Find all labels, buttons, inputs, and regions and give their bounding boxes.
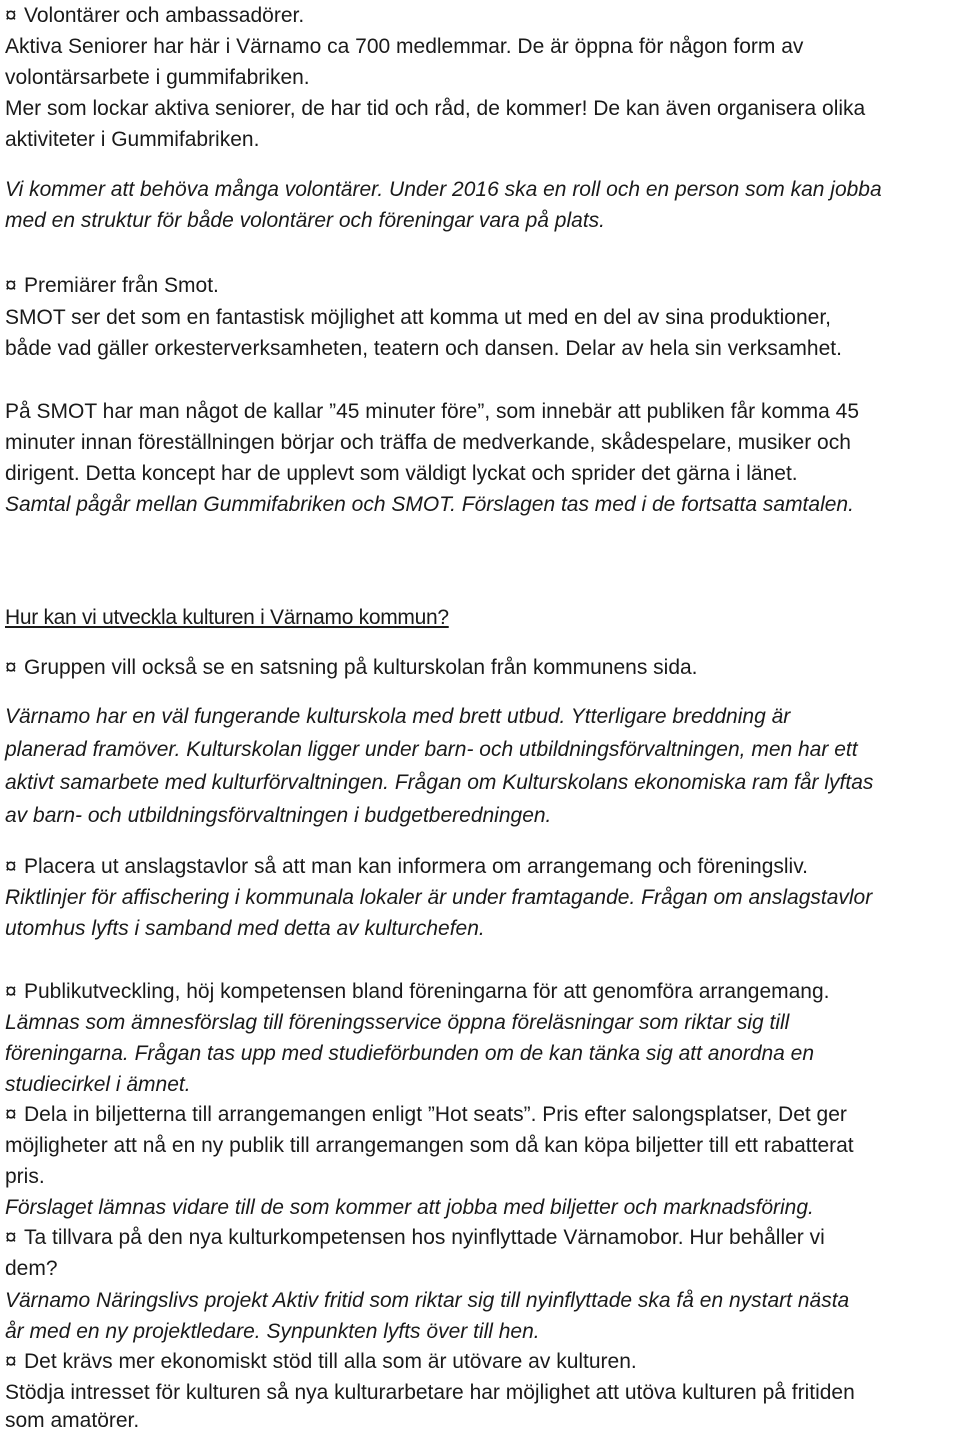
bullet-line [5, 851, 955, 882]
text-line-italic: Vi kommer att behöva många volontärer. Under 2016 ska en roll och en person som kan jobba [5, 178, 882, 201]
text-line: SMOT ser det som en fantastisk möjlighet att komma ut med en del av sina produktioner, [5, 306, 832, 329]
bullet-text: Ta tillvara på den nya kulturkompetensen hos nyinflyttade Värnamobor. Hur behåller vi [24, 1226, 825, 1249]
text-line-italic: utomhus lyfts i samband med detta av kulturchefen. [5, 917, 485, 940]
bullet-line [5, 976, 955, 1007]
text-line: Mer som lockar aktiva seniorer, de har tid och råd, de kommer! De kan även organisera olika [5, 97, 866, 120]
text-line-italic: Riktlinjer för affischering i kommunala lokaler är under framtagande. Frågan om anslagstavlor [5, 886, 873, 909]
section-heading: Hur kan vi utveckla kulturen i Värnamo kommun? [5, 606, 449, 629]
bullet-line [5, 1222, 955, 1253]
bullet-text: Det krävs mer ekonomiskt stöd till alla som är utövare av kulturen. [24, 1350, 637, 1373]
bullet-symbol: ¤ [5, 4, 17, 27]
text-line: möjligheter att nå en ny publik till arrangemangen som då kan köpa biljetter till ett rabatterat [5, 1134, 854, 1157]
bullet-symbol: ¤ [5, 1350, 17, 1373]
text-line-italic: Värnamo har en väl fungerande kulturskola med brett utbud. Ytterligare breddning är [5, 705, 791, 728]
text-line: volontärsarbete i gummifabriken. [5, 66, 310, 89]
bullet-symbol: ¤ [5, 1103, 17, 1126]
text-line: som amatörer. [5, 1409, 140, 1432]
text-line: dirigent. Detta koncept har de upplevt som väldigt lyckat och sprider det gärna i länet. [5, 462, 798, 485]
text-line-italic: av barn- och utbildningsförvaltningen i budgetberedningen. [5, 804, 552, 827]
bullet-line [5, 1099, 955, 1130]
bullet-text: Premiärer från Smot. [24, 274, 219, 297]
bullet-text: Gruppen vill också se en satsning på kulturskolan från kommunens sida. [24, 656, 698, 679]
bullet-symbol: ¤ [5, 656, 17, 679]
bullet-line [5, 652, 955, 683]
text-line: pris. [5, 1165, 45, 1188]
text-line-italic: planerad framöver. Kulturskolan ligger under barn- och utbildningsförvaltningen, men har ett [5, 738, 858, 761]
text-line-italic: studiecirkel i ämnet. [5, 1073, 191, 1096]
text-line: Stödja intresset för kulturen så nya kulturarbetare har möjlighet att utöva kulturen på fritiden [5, 1381, 855, 1404]
text-line: På SMOT har man något de kallar ”45 minuter före”, som innebär att publiken får komma 45 [5, 400, 860, 423]
text-line: både vad gäller orkesterverksamheten, teatern och dansen. Delar av hela sin verksamhet. [5, 337, 842, 360]
text-line: Aktiva Seniorer har här i Värnamo ca 700 medlemmar. De är öppna för någon form av [5, 35, 804, 58]
text-line-italic: Lämnas som ämnesförslag till föreningsservice öppna föreläsningar som riktar sig till [5, 1011, 790, 1034]
bullet-symbol: ¤ [5, 855, 17, 878]
bullet-text: Dela in biljetterna till arrangemangen enligt ”Hot seats”. Pris efter salongsplatser, Det ger [24, 1103, 847, 1126]
bullet-line [5, 0, 955, 31]
bullet-line [5, 1346, 955, 1377]
bullet-text: Placera ut anslagstavlor så att man kan informera om arrangemang och föreningsliv. [24, 855, 809, 878]
text-line-italic: med en struktur för både volontärer och föreningar vara på plats. [5, 209, 605, 232]
text-line: dem? [5, 1257, 58, 1280]
bullet-text: Volontärer och ambassadörer. [24, 4, 305, 27]
bullet-line [5, 270, 955, 301]
bullet-symbol: ¤ [5, 1226, 17, 1249]
text-line: minuter innan föreställningen börjar och träffa de medverkande, skådespelare, musiker och [5, 431, 851, 454]
text-line-italic: Samtal pågår mellan Gummifabriken och SMOT. Förslagen tas med i de fortsatta samtalen. [5, 493, 854, 516]
text-line-italic: aktivt samarbete med kulturförvaltningen. Frågan om Kulturskolans ekonomiska ram får lyftas [5, 771, 874, 794]
text-line: aktiviteter i Gummifabriken. [5, 128, 260, 151]
text-line-italic: Förslaget lämnas vidare till de som kommer att jobba med biljetter och marknadsföring. [5, 1196, 814, 1219]
text-line-italic: Värnamo Näringslivs projekt Aktiv fritid som riktar sig till nyinflyttade ska få en nystart nästa [5, 1289, 850, 1312]
text-line-italic: år med en ny projektledare. Synpunkten lyfts över till hen. [5, 1320, 540, 1343]
bullet-symbol: ¤ [5, 980, 17, 1003]
bullet-symbol: ¤ [5, 274, 17, 297]
text-line-italic: föreningarna. Frågan tas upp med studieförbunden om de kan tänka sig att anordna en [5, 1042, 815, 1065]
bullet-text: Publikutveckling, höj kompetensen bland föreningarna för att genomföra arrangemang. [24, 980, 830, 1003]
